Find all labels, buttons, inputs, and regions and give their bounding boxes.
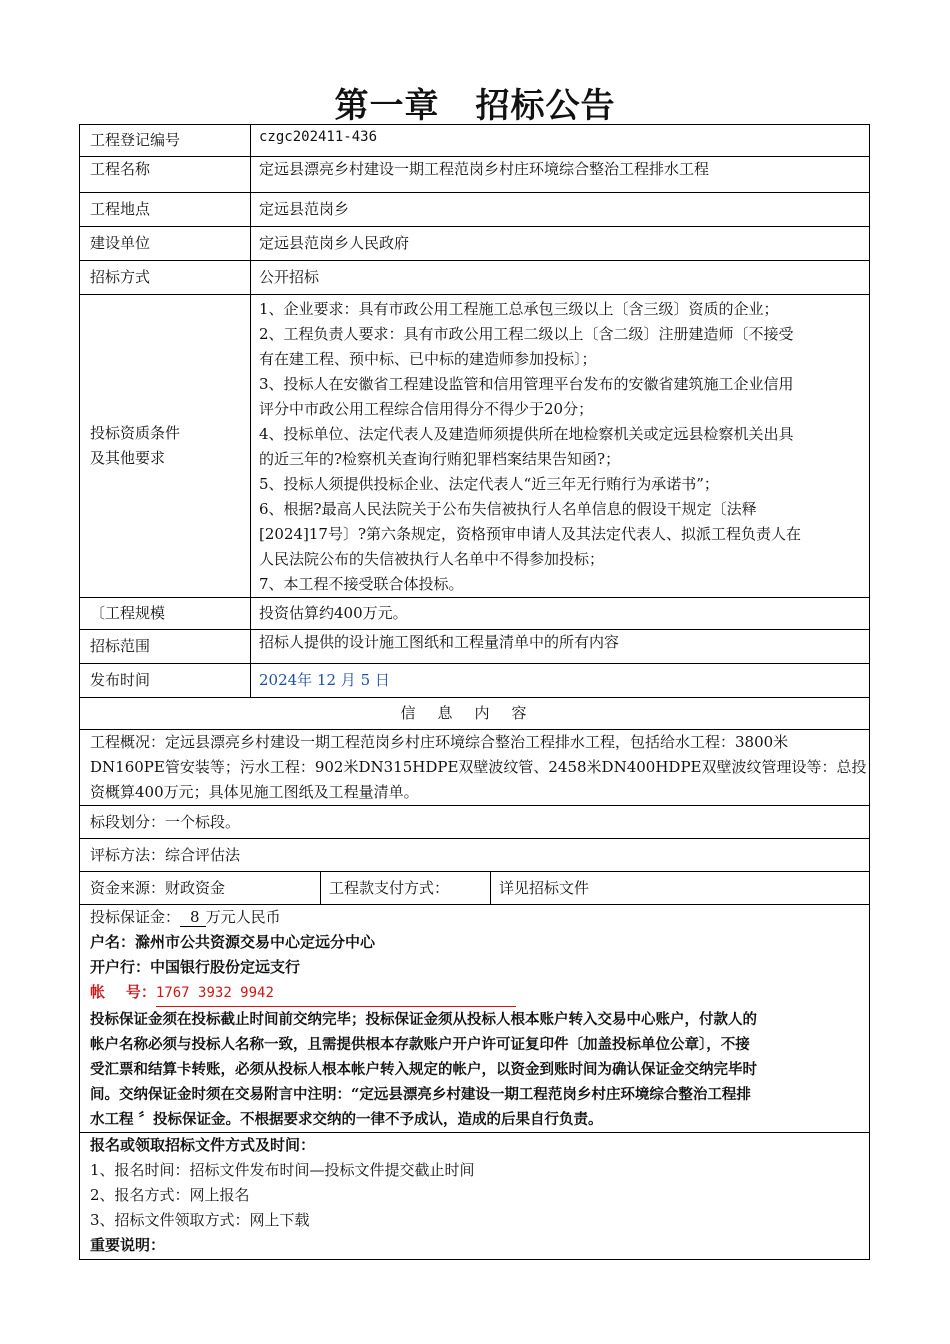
method-value: 公开招标 bbox=[251, 261, 870, 295]
publish-date: 2024年 12 月 5 日 bbox=[251, 664, 870, 698]
row-info-header bbox=[80, 698, 870, 730]
reg-no-value: czgc202411-436 bbox=[251, 125, 870, 157]
requirement-line: 1、企业要求：具有市政公用工程施工总承包三级以上〔含三级〕资质的企业； bbox=[259, 300, 779, 318]
account-number-label: 帐 号： bbox=[90, 983, 156, 1001]
registration-info bbox=[80, 1133, 870, 1260]
row-overview bbox=[80, 730, 870, 806]
account-number: 1767 3932 9942 bbox=[155, 985, 274, 1001]
method-label: 招标方式 bbox=[80, 261, 251, 295]
deposit-note-line: 投标保证金须在投标截止时间前交纳完毕；投标保证金须从投标人根本账户转入交易中心账户，付款人的 bbox=[90, 1011, 757, 1028]
row-location bbox=[80, 193, 870, 227]
row-reg-no bbox=[80, 125, 870, 157]
row-publish bbox=[80, 664, 870, 698]
payment-method-value: 详见招标文件 bbox=[491, 872, 870, 905]
account-name: 户名：滁州市公共资源交易中心定远分中心 bbox=[90, 933, 376, 951]
requirement-line: 有在建工程、预中标、已中标的建造师参加投标〕； bbox=[259, 350, 597, 368]
scale-value: 投资估算约400万元。 bbox=[251, 598, 870, 630]
row-registration bbox=[80, 1133, 870, 1260]
deposit-amount-line bbox=[90, 905, 861, 930]
location-value: 定远县范岗乡 bbox=[251, 193, 870, 227]
section-division: 标段划分：一个标段。 bbox=[80, 806, 870, 839]
info-header: 信息内容 bbox=[80, 698, 870, 730]
deposit-amount: 8 bbox=[180, 908, 206, 927]
owner-label: 建设单位 bbox=[80, 227, 251, 261]
qualification-requirements bbox=[251, 295, 870, 598]
payment-method-label: 工程款支付方式： bbox=[321, 872, 491, 905]
requirement-line: 2、工程负责人要求：具有市政公用工程二级以上〔含二级〕注册建造师〔不接受 bbox=[259, 325, 794, 343]
row-scope bbox=[80, 630, 870, 664]
registration-line: 2、报名方式：网上报名 bbox=[90, 1186, 250, 1204]
overview-line: 工程概况：定远县漂亮乡村建设一期工程范岗乡村庄环境综合整治工程排水工程，包括给水工程：3800米 bbox=[90, 733, 789, 751]
row-deposit bbox=[80, 905, 870, 1133]
scope-value: 招标人提供的设计施工图纸和工程量清单中的所有内容 bbox=[251, 630, 870, 664]
project-overview bbox=[80, 730, 870, 806]
scale-label: 〔工程规模 bbox=[80, 598, 251, 630]
important-notes-heading: 重要说明： bbox=[90, 1236, 166, 1254]
bank-name: 开户行：中国银行股份定远支行 bbox=[90, 958, 301, 976]
requirement-line: 3、投标人在安徽省工程建设监管和信用管理平台发布的安徽省建筑施工企业信用 bbox=[259, 375, 794, 393]
registration-line: 3、招标文件领取方式：网上下载 bbox=[90, 1211, 310, 1229]
registration-line: 1、报名时间：招标文件发布时间—投标文件提交截止时间 bbox=[90, 1161, 475, 1179]
requirement-line: 6、根据?最高人民法院关于公布失信被执行人名单信息的假设干规定〔法释 bbox=[259, 500, 757, 518]
deposit-label: 投标保证金： bbox=[90, 908, 181, 926]
deposit-info bbox=[80, 905, 870, 1133]
requirement-line: [2024]17号〕?第六条规定，资格预审申请人及其法定代表人、拟派工程负责人在 bbox=[259, 525, 802, 543]
title-text: 招标公告 bbox=[475, 86, 616, 126]
chapter-label: 第一章 bbox=[334, 86, 440, 126]
row-eval bbox=[80, 839, 870, 872]
requirement-line: 5、投标人须提供投标企业、法定代表人“近三年无行贿行为承诺书”； bbox=[259, 475, 719, 493]
deposit-note-line: 帐户名称必须与投标人名称一致，且需提供根本存款账户开户许可证复印件〔加盖投标单位公章〕，不接 bbox=[90, 1036, 750, 1053]
deposit-unit: 万元人民币 bbox=[205, 908, 281, 926]
requirement-line: 人民法院公布的失信被执行人名单中不得参加投标； bbox=[259, 550, 605, 568]
row-owner bbox=[80, 227, 870, 261]
location-label: 工程地点 bbox=[80, 193, 251, 227]
page-title bbox=[0, 78, 950, 127]
requirement-line: 评分中市政公用工程综合信用得分不得少于20分； bbox=[259, 400, 594, 418]
announcement-table bbox=[79, 124, 869, 1260]
row-funding bbox=[80, 872, 870, 905]
account-number-line bbox=[90, 980, 861, 1007]
requirement-line: 的近三年的?检察机关查询行贿犯罪档案结果告知函?； bbox=[259, 450, 621, 468]
row-method bbox=[80, 261, 870, 295]
project-name-label: 工程名称 bbox=[80, 157, 251, 193]
deposit-note-line: 水工程 〞投标保证金。不根据要求交纳的一律不予成认，造成的后果自行负责。 bbox=[90, 1111, 603, 1128]
owner-value: 定远县范岗乡人民政府 bbox=[251, 227, 870, 261]
row-scale bbox=[80, 598, 870, 630]
row-project-name bbox=[80, 157, 870, 193]
funding-source: 资金来源：财政资金 bbox=[80, 872, 321, 905]
qualification-label-line2: 及其他要求 bbox=[90, 449, 166, 467]
scope-label: 招标范围 bbox=[80, 630, 251, 664]
deposit-note-line: 受汇票和结算卡转账，必须从投标人根本帐户转入规定的帐户，以资金到账时间为确认保证金交纳完毕时 bbox=[90, 1061, 757, 1078]
project-name-value: 定远县漂亮乡村建设一期工程范岗乡村庄环境综合整治工程排水工程 bbox=[251, 157, 870, 193]
overview-line: 资概算400万元；具体见施工图纸及工程量清单。 bbox=[90, 783, 419, 801]
reg-no-label: 工程登记编号 bbox=[80, 125, 251, 157]
row-qualification bbox=[80, 295, 870, 598]
row-section bbox=[80, 806, 870, 839]
evaluation-method: 评标方法：综合评估法 bbox=[80, 839, 870, 872]
qualification-label bbox=[80, 295, 251, 598]
overview-line: DN160PE管安装等；污水工程：902米DN315HDPE双壁波纹管、2458米DN400HDPE双壁波纹管理设等：总投 bbox=[90, 758, 867, 776]
deposit-note-line: 间。交纳保证金时须在交易附言中注明：“定远县漂亮乡村建设一期工程范岗乡村庄环境综合整治工程排 bbox=[90, 1086, 751, 1103]
publish-label: 发布时间 bbox=[80, 664, 251, 698]
requirement-line: 7、本工程不接受联合体投标。 bbox=[259, 575, 464, 593]
registration-heading: 报名或领取招标文件方式及时间： bbox=[90, 1136, 316, 1154]
qualification-label-line1: 投标资质条件 bbox=[90, 424, 181, 442]
requirement-line: 4、投标单位、法定代表人及建造师须提供所在地检察机关或定远县检察机关出具 bbox=[259, 425, 794, 443]
